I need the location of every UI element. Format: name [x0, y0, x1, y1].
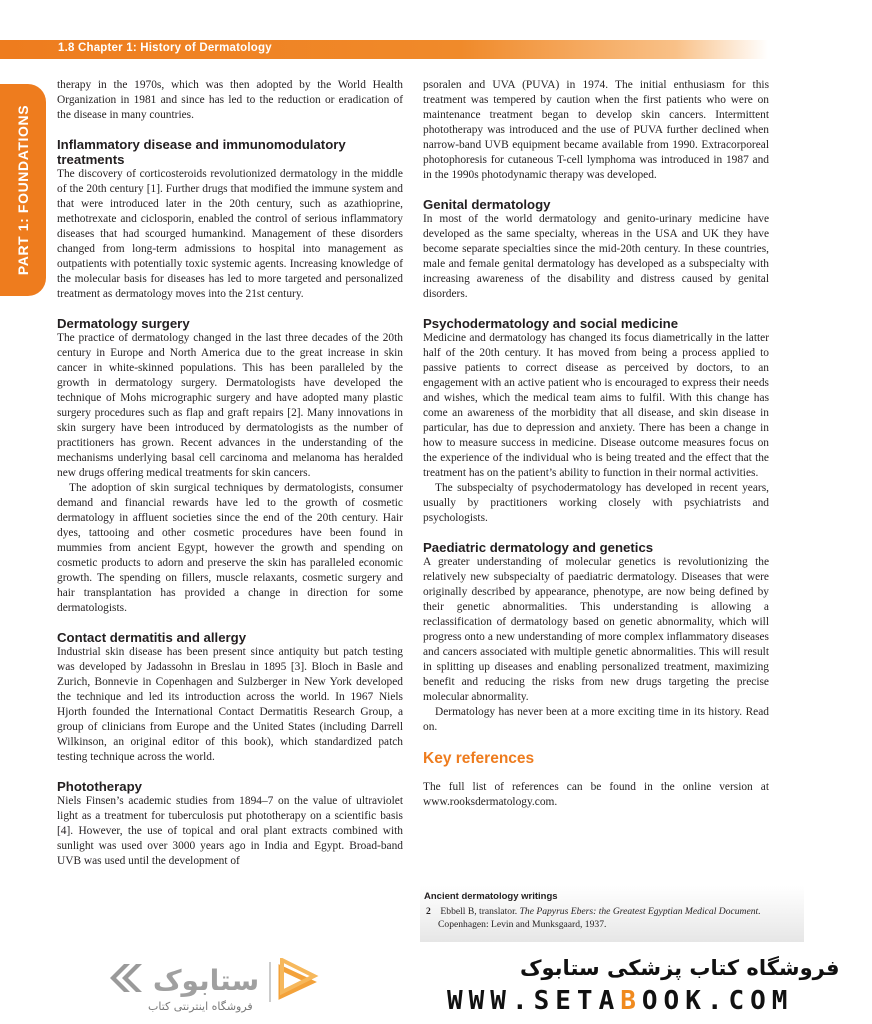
- key-references-heading: Key references: [423, 750, 535, 767]
- paragraph: Industrial skin disease has been present since antiquity but patch testing was developed by Jadassohn in Breslau in 1895 [3]. Bloch in Basle and Zurich, Bonnevie in Copenhagen and Sulzberger in New York developed the technique and led its introduction across the world. In 1967 Niels Hjorth founded the International Contact Dermatitis Research Group, a group of clinicians from Europe and the United States (including Darrell Wilkinson, an original editor of this book), which standardized patch testing technique across the world.: [57, 646, 403, 763]
- section-heading-contact: Contact dermatitis and allergy: [57, 630, 247, 645]
- paragraph: The adoption of skin surgical techniques by dermatologists, consumer demand and financial rewards have led to the growth of cosmetic dermatology in affluent societies since the end of the 20th century. Hair dyes, tattooing and other cosmetic procedures have been found in mummies from ancient Egypt, however the growth and spending on cosmetic products to adorn and preserve the skin has paralleled economic growth. The spending on fillers, muscle relaxants, cosmetic surgery and hair transplantation has provided a change in direction for some dermatologists.: [57, 482, 403, 614]
- left-column: [57, 78, 403, 869]
- url-part: WWW.SETA: [447, 986, 621, 1016]
- right-column: [423, 78, 769, 810]
- reference-authors: Ebbell B, translator.: [440, 906, 518, 917]
- paragraph: Niels Finsen’s academic studies from 1894–7 on the value of ultraviolet light as a treatment for tuberculosis put phototherapy on a scientific basis [4]. However, the use of topical and oral plant extracts combined with sunlight was used over 3000 years ago in India and Egypt. Broad-band UVB was used until the development of: [57, 795, 403, 867]
- section-heading-inflammatory: Inflammatory disease and immunomodulatory treatments: [57, 137, 346, 167]
- reference-item: [426, 905, 776, 931]
- section-heading-psycho: Psychodermatology and social medicine: [423, 316, 679, 331]
- reference-publisher: Copenhagen: Levin and Munksgaard, 1937.: [438, 919, 607, 930]
- url-part: OOK.COM: [641, 986, 794, 1016]
- section-heading-genital: Genital dermatology: [423, 197, 551, 212]
- book-logo-icon: [270, 960, 314, 1002]
- paragraph: The discovery of corticosteroids revolutionized dermatology in the middle of the 20th century [1]. Further drugs that modified the immune system and that were introduced later in the 20th century, such as azathioprine, methotrexate and ciclosporin, enabled the control of serious inflammatory diseases that had scourged humankind. Management of these disorders changed from long-term admissions to hospital into management as outpatients with potentially toxic systemic agents. Increasing knowledge of the molecular basis for diseases has led to more targeted and personalized treatment as dermatology moves into the 21st century.: [57, 168, 403, 300]
- paragraph: Medicine and dermatology has changed its focus diametrically in the latter half of the 20th century. It has moved from being a process applied to passive patients to correct disease as perceived by doctors, to an engagement with an active patient who is encouraged to express their needs and wishes, which the medical team aims to fulfil. With this change has come an awareness of the morbidity that all disease, and skin disease in particular, has due to depression and anxiety. There has been a change in how to measure success in medicine. Disease outcome measures focus on the experience of the individual who is being treated and the effect that the treatment has on the patient’s ability to function in their normal activities.: [423, 332, 769, 479]
- running-header: [0, 40, 768, 59]
- part-side-tab: [0, 84, 46, 296]
- section-heading-phototherapy: Phototherapy: [57, 779, 142, 794]
- section-heading-surgery: Dermatology surgery: [57, 316, 190, 331]
- header-text: 1.8 Chapter 1: History of Dermatology: [58, 42, 272, 54]
- logo-text: ستابوک: [152, 964, 260, 997]
- paragraph: In most of the world dermatology and genito-urinary medicine have developed as the same specialty, whereas in the USA and UK they have become separate specialties since the mid-20th century. In these countries, male and female genital dermatology has developed as a subspecialty with increasing awareness of the disability and distress caused by genital disorders.: [423, 213, 769, 300]
- intro-paragraph: therapy in the 1970s, which was then adopted by the World Health Organization in 1981 and since has led to the reduction or eradication of the disease in many countries.: [57, 79, 403, 121]
- paragraph: The practice of dermatology changed in the last three decades of the 20th century in Europe and North America due to the great increase in skin cancer in white-skinned populations. This has been paralleled by the growth in dermatology surgery. Dermatologists have developed the technique of Mohs micrographic surgery and have adopted many plastic surgery procedures such as flap and graft repairs [2]. Many innovations in skin surgery have been introduced by dermatologists as the number of practitioners has grown. Recent advances in the understanding of the mechanisms underlying basal cell carcinoma and melanoma has heralded new drugs offering medical treatments for skin cancers.: [57, 332, 403, 479]
- section-heading-paediatric: Paediatric dermatology and genetics: [423, 540, 654, 555]
- reference-title: The Papyrus Ebers: the Greatest Egyptian Medical Document.: [519, 906, 761, 917]
- paragraph: Dermatology has never been at a more exciting time in its history. Read on.: [423, 706, 769, 733]
- url-accent: B: [620, 986, 642, 1016]
- side-tab-label: PART 1: FOUNDATIONS: [15, 104, 31, 276]
- store-url[interactable]: [447, 986, 793, 1016]
- reference-group-heading: Ancient dermatology writings: [424, 891, 558, 902]
- paragraph: The full list of references can be found in the online version at www.rooksdermatology.com.: [423, 781, 769, 808]
- paragraph: A greater understanding of molecular genetics is revolutionizing the relatively new subspecialty of paediatric dermatology. Diseases that were originally described by appearance, phenotype, are now being defined by their genetic abnormalities. This understanding is allowing a reclassification of dermatology based on genetic abnormality, which will progress onto a new understanding of more complex inflammatory diseases and cancers associated with multiple genetic abnormalities. This will result in splitting up diseases and enabling personalized treatment, maximizing benefit and reducing the risks from new drugs targeting the precise molecular abnormality.: [423, 556, 769, 703]
- store-title: فروشگاه کتاب پزشکی ستابوک: [520, 956, 840, 980]
- reference-number: 2: [426, 906, 431, 917]
- continued-paragraph: psoralen and UVA (PUVA) in 1974. The initial enthusiasm for this treatment was tempered by caution when the first patients who were on maintenance treatment began to develop skin cancers. Intermittent phototherapy was introduced and the use of PUVA further declined when narrow-band UVB equipment became available from 1990. Extracorporeal photophoresis for cutaneous T-cell lymphoma was introduced in 1987 and in the 1990s photodynamic therapy was developed.: [423, 79, 769, 181]
- paragraph: The subspecialty of psychodermatology has developed in recent years, usually by practitioners working closely with psychiatrists and psychologists.: [423, 482, 769, 524]
- logo-subtitle: فروشگاه اینترنتی کتاب: [148, 1000, 253, 1013]
- arrows-icon: [110, 964, 142, 992]
